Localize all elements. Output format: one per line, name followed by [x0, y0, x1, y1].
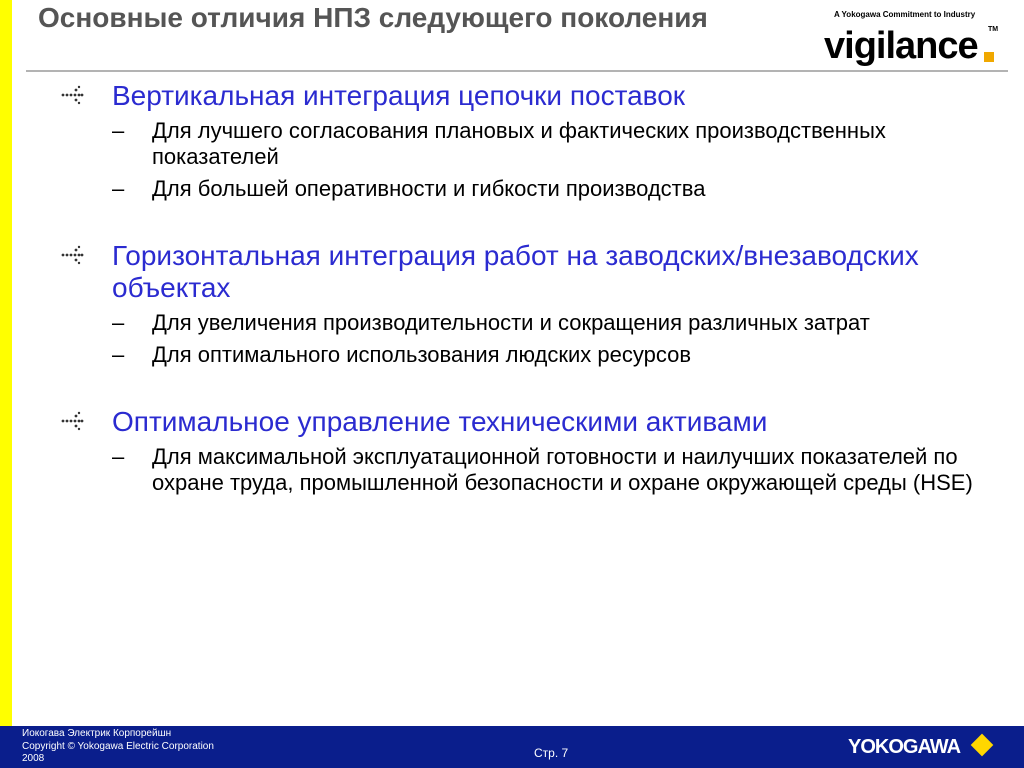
sub-item-text: Для максимальной эксплуатационной готовности и наилучших показателей по охране труда, промышленной безопасности и охране окружающей среды (HSE): [152, 444, 973, 495]
sub-item-text: Для увеличения производительности и сокращения различных затрат: [152, 310, 870, 335]
list-item: [60, 406, 990, 496]
dash-bullet: –: [112, 342, 125, 367]
sub-item-text: Для большей оперативности и гибкости производства: [152, 176, 706, 201]
footer-year: 2008: [22, 753, 45, 764]
list-item: [60, 240, 990, 368]
dash-bullet: –: [112, 310, 125, 335]
item-heading: Вертикальная интеграция цепочки поставок: [112, 80, 686, 111]
yokogawa-logo: YOKOGAWA: [848, 736, 961, 758]
sub-item: [112, 118, 990, 170]
dotted-arrow-icon: [60, 244, 86, 266]
dash-bullet: –: [112, 444, 125, 469]
page-number: Стр. 7: [534, 746, 569, 760]
footer-copyright: Copyright © Yokogawa Electric Corporation: [22, 740, 214, 752]
footer-bar: [0, 726, 1024, 768]
dotted-arrow-icon: [60, 410, 86, 432]
sub-item: [112, 342, 990, 368]
vigilance-logo: [822, 10, 1002, 66]
item-heading: Горизонтальная интеграция работ на заводских/внезаводских объектах: [112, 240, 919, 303]
list-item: [60, 80, 990, 202]
logo-word: vigilance: [824, 25, 978, 67]
item-heading: Оптимальное управление техническими активами: [112, 406, 768, 437]
footer-company-ru: Иокогава Электрик Корпорейшн: [22, 728, 172, 739]
logo-dot-icon: [984, 52, 994, 62]
dash-bullet: –: [112, 176, 125, 201]
bullet-list: [60, 80, 990, 518]
diamond-icon: [971, 734, 994, 757]
footer-copyright-block: [22, 728, 214, 766]
dash-bullet: –: [112, 118, 125, 143]
sub-item: [112, 310, 990, 336]
dotted-arrow-icon: [60, 84, 86, 106]
sub-item-text: Для оптимального использования людских ресурсов: [152, 342, 692, 367]
logo-trademark: TM: [988, 26, 999, 33]
slide-title: Основные отличия НПЗ следующего поколения: [38, 2, 708, 33]
sub-item-text: Для лучшего согласования плановых и фактических производственных показателей: [152, 118, 886, 169]
left-accent-bar: [0, 0, 12, 726]
title-divider: [26, 70, 1008, 72]
sub-item: [112, 444, 990, 496]
logo-tagline: A Yokogawa Commitment to Industry: [834, 10, 976, 19]
sub-item: [112, 176, 990, 202]
